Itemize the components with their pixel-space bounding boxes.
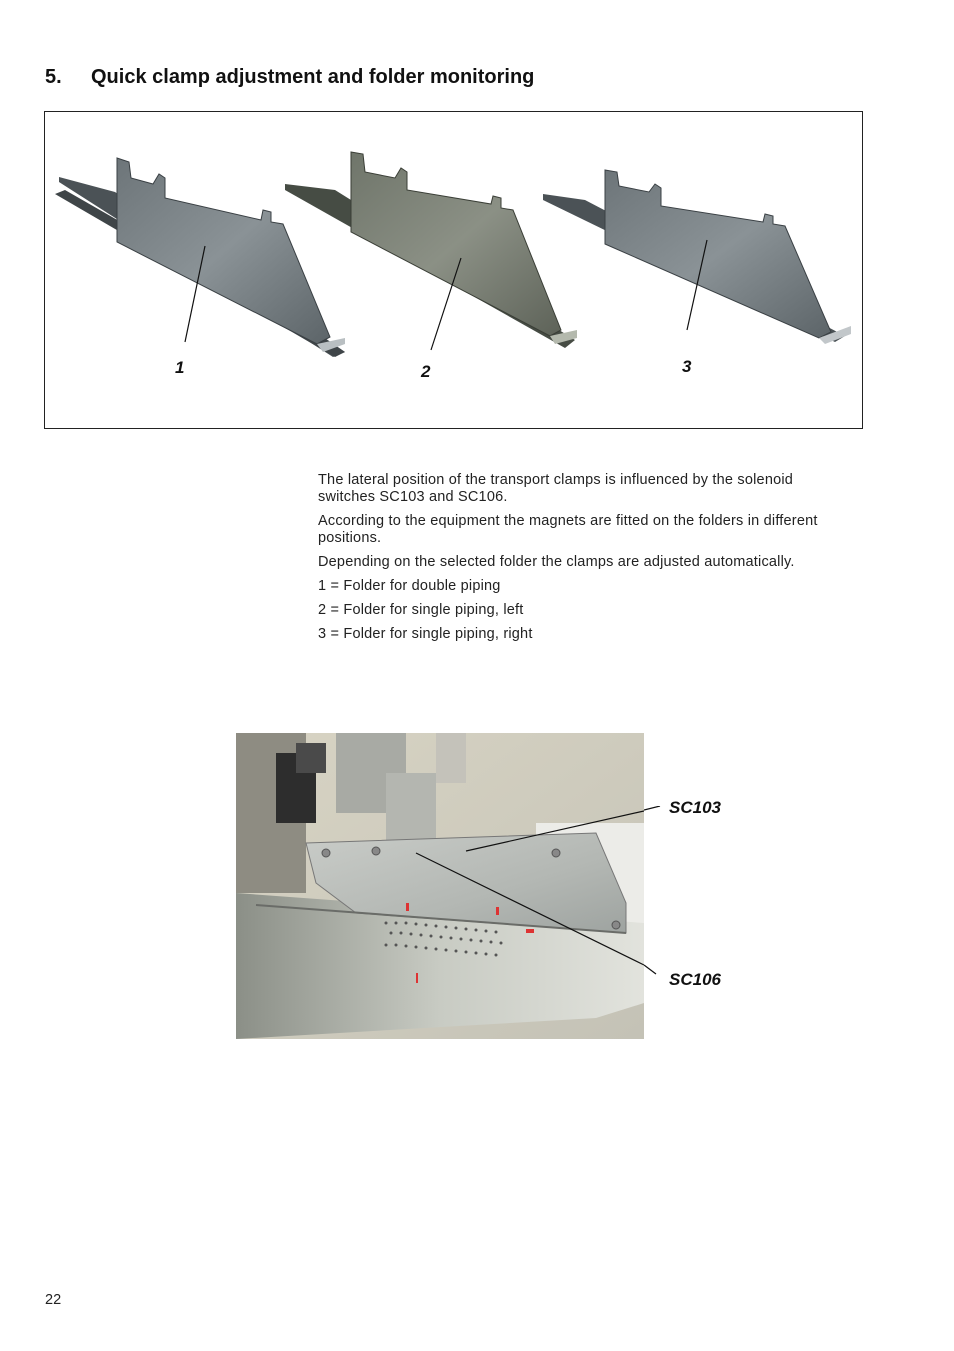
figure1-label-1: 1: [175, 358, 185, 377]
section-number: 5.: [45, 66, 62, 88]
page-number: 22: [45, 1292, 62, 1308]
section-heading: [45, 66, 534, 89]
label-sc103: SC103: [669, 798, 721, 817]
legend-item-1: 1 = Folder for double piping: [318, 578, 501, 594]
folder-3-image: [543, 170, 851, 344]
figure1-label-3: 3: [682, 357, 692, 376]
machine-photo: [236, 733, 644, 1039]
paragraph-3: Depending on the selected folder the clamps are adjusted automatically.: [318, 554, 795, 570]
folders-illustration: [45, 112, 862, 428]
figure1-label-2: 2: [421, 362, 431, 381]
folder-2-image: [285, 152, 577, 350]
body-text: [318, 472, 848, 650]
label-sc106: SC106: [669, 970, 721, 989]
callout-leader-extensions: [644, 806, 662, 996]
legend-item-3: 3 = Folder for single piping, right: [318, 626, 533, 642]
paragraph-2: According to the equipment the magnets are fitted on the folders in different positions.: [318, 513, 818, 546]
paragraph-1: The lateral position of the transport clamps is influenced by the solenoid switches SC103 and SC106.: [318, 472, 794, 505]
legend-item-2: 2 = Folder for single piping, left: [318, 602, 524, 618]
machine-photo-illustration: [236, 733, 644, 1039]
folders-figure: [44, 111, 863, 429]
section-title: Quick clamp adjustment and folder monitoring: [91, 66, 535, 88]
